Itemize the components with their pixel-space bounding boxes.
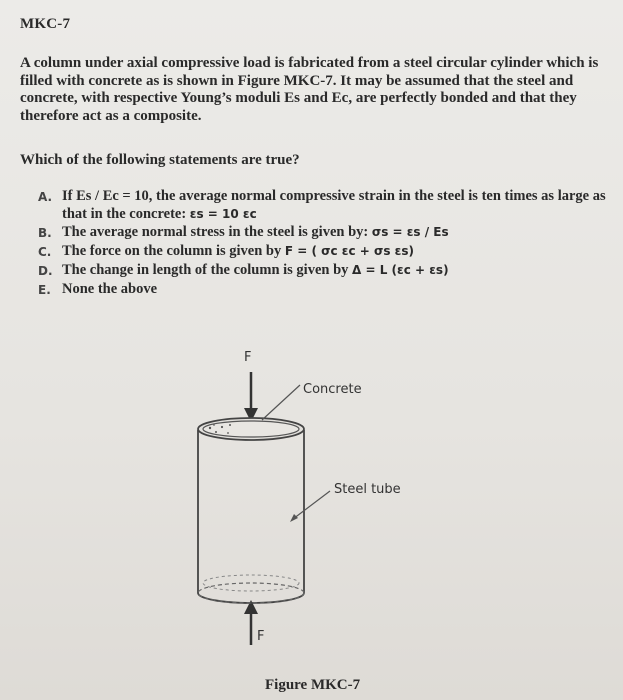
- option-formula: Δ = L (εc + εs): [352, 263, 449, 277]
- option-e[interactable]: [38, 280, 613, 299]
- option-letter: E.: [38, 283, 51, 297]
- steel-leader-arrowhead: [290, 514, 298, 522]
- cylinder-top-inner: [203, 421, 299, 437]
- steel-tube-label: Steel tube: [334, 482, 401, 497]
- option-b[interactable]: [38, 223, 613, 242]
- steel-tube-body: [198, 430, 304, 603]
- option-text: The force on the column is given by F = ( σc εc + σs εs): [62, 243, 414, 259]
- question-text: Which of the following statements are true?: [20, 152, 300, 168]
- concrete-leader: [262, 385, 300, 420]
- cylinder-bottom-inner-hidden: [203, 575, 299, 591]
- option-letter: B.: [38, 226, 52, 240]
- concrete-label: Concrete: [303, 382, 362, 397]
- top-force-arrowhead: [244, 408, 258, 422]
- cylinder-top-outer: [198, 418, 304, 440]
- option-d[interactable]: [38, 261, 613, 280]
- concrete-speckles: [209, 424, 231, 434]
- force-label-top: F: [244, 350, 252, 365]
- option-text: If Es / Ec = 10, the average normal compressive strain in the steel is ten times as large as that in the concrete: εs = 10 εc: [62, 188, 606, 222]
- option-text: None the above: [62, 281, 158, 297]
- figure-caption: Figure MKC-7: [265, 677, 361, 693]
- option-text: The change in length of the column is given by Δ = L (εc + εs): [62, 262, 449, 278]
- option-formula: F = ( σc εc + σs εs): [284, 244, 414, 258]
- steel-leader: [293, 491, 330, 519]
- force-label-bottom: F: [257, 629, 265, 644]
- option-letter: D.: [38, 264, 53, 278]
- answer-options: [38, 187, 613, 299]
- option-letter: C.: [38, 245, 52, 259]
- option-formula: σs = εs / Es: [371, 225, 449, 239]
- option-c[interactable]: [38, 242, 613, 261]
- option-text: The average normal stress in the steel is given by: σs = εs / Es: [62, 224, 449, 240]
- option-letter: A.: [38, 190, 53, 204]
- cylinder-bottom-hidden: [198, 583, 304, 603]
- problem-title: MKC-7: [20, 16, 71, 32]
- option-formula: εs = 10 εc: [189, 207, 257, 221]
- problem-statement: A column under axial compressive load is fabricated from a steel circular cylinder which is filled with concrete as is shown in Figure MKC-7. It may be assumed that the steel and concrete, with respective Young’s moduli Es and Ec, are perfectly bonded and that they therefore act as a composite.: [20, 55, 599, 124]
- bottom-force-arrowhead: [244, 600, 258, 614]
- option-a[interactable]: [38, 187, 613, 223]
